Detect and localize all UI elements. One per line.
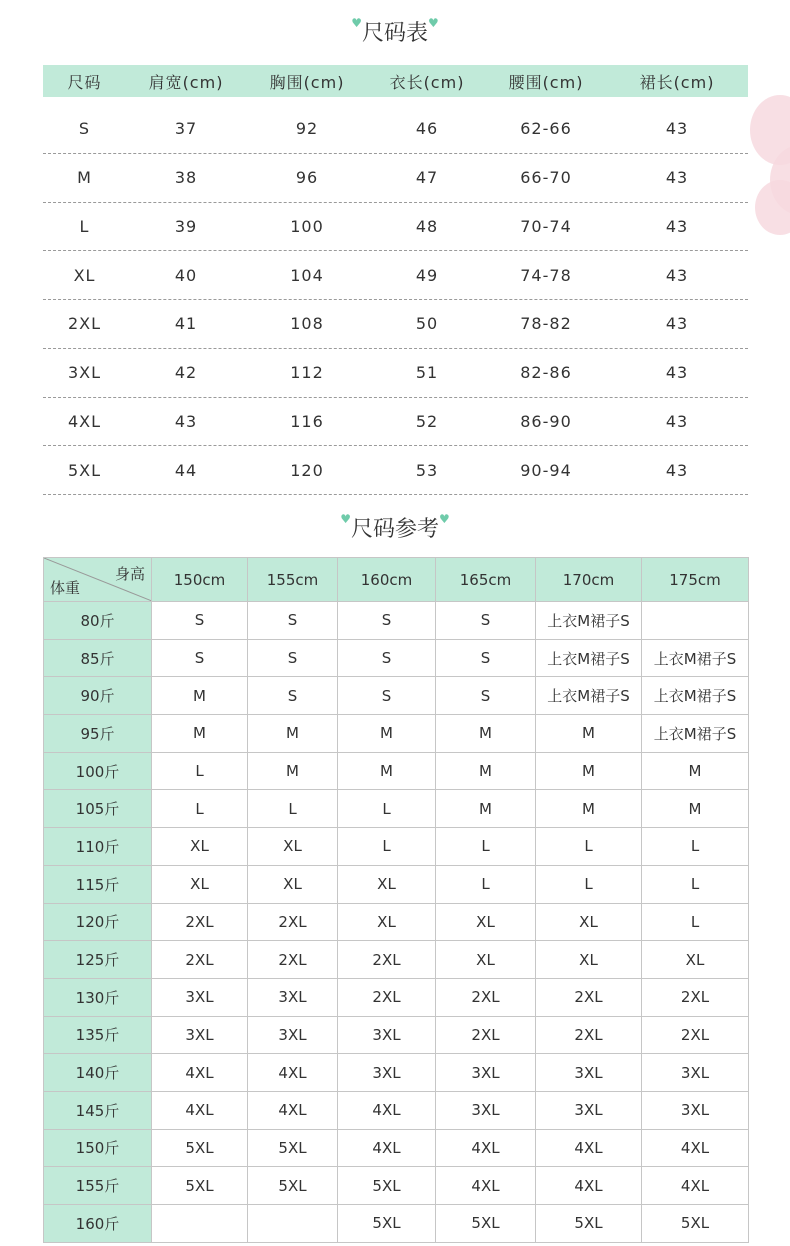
- size-measurement: 86-90: [520, 411, 572, 431]
- recommended-size-cell: 3XL: [536, 1054, 642, 1092]
- recommended-size-cell: L: [436, 865, 536, 903]
- recommended-size-cell: S: [248, 677, 338, 715]
- size-measurement: 70-74: [520, 216, 572, 236]
- size-measurement: 52: [415, 411, 439, 431]
- size-table-row: [43, 251, 748, 300]
- recommended-size-cell: 5XL: [248, 1167, 338, 1205]
- recommended-size-cell: 3XL: [152, 1016, 248, 1054]
- recommended-size-cell: XL: [436, 941, 536, 979]
- size-label: L: [79, 216, 90, 236]
- height-axis-label: 身高: [114, 565, 145, 583]
- size-measurement: 38: [174, 168, 198, 188]
- weight-row-header: 140斤: [44, 1054, 152, 1092]
- size-table-header: [43, 65, 748, 97]
- recommended-size-cell: 2XL: [436, 1016, 536, 1054]
- recommended-size-cell: 4XL: [248, 1054, 338, 1092]
- size-label: 5XL: [67, 460, 102, 480]
- size-measurement: 62-66: [520, 119, 572, 139]
- recommended-size-cell: L: [642, 865, 749, 903]
- size-measurement: 37: [174, 119, 198, 139]
- reference-table-row: [44, 1167, 749, 1205]
- size-label: M: [77, 168, 92, 188]
- recommended-size-cell: L: [642, 903, 749, 941]
- recommended-size-cell: 4XL: [642, 1129, 749, 1167]
- height-column-header: 175cm: [642, 558, 749, 602]
- size-measurement: 46: [415, 119, 439, 139]
- recommended-size-cell: 5XL: [338, 1205, 436, 1243]
- size-table-row: [43, 398, 748, 447]
- recommended-size-cell: M: [536, 715, 642, 753]
- reference-table-row: [44, 1205, 749, 1243]
- reference-table-row: [44, 715, 749, 753]
- size-measurement: 112: [290, 363, 324, 383]
- size-table-title: ♥尺码表♥: [351, 16, 439, 46]
- reference-table-row: [44, 639, 749, 677]
- height-column-header: 150cm: [152, 558, 248, 602]
- recommended-size-cell: [152, 1205, 248, 1243]
- weight-row-header: 130斤: [44, 978, 152, 1016]
- recommended-size-cell: S: [338, 602, 436, 640]
- recommended-size-cell: XL: [642, 941, 749, 979]
- weight-row-header: 145斤: [44, 1091, 152, 1129]
- weight-row-header: 100斤: [44, 752, 152, 790]
- size-measurement: 92: [295, 119, 319, 139]
- weight-row-header: 125斤: [44, 941, 152, 979]
- recommended-size-cell: L: [338, 828, 436, 866]
- size-table-row: [43, 300, 748, 349]
- size-measurement: 40: [174, 265, 198, 285]
- recommended-size-cell: 3XL: [248, 1016, 338, 1054]
- size-table-column-header: 尺码: [67, 72, 102, 92]
- recommended-size-cell: 2XL: [642, 1016, 749, 1054]
- recommended-size-cell: 上衣M裙子S: [536, 602, 642, 640]
- recommended-size-cell: XL: [536, 941, 642, 979]
- heart-icon: ♥: [428, 16, 439, 30]
- size-measurement: 74-78: [520, 265, 572, 285]
- size-table-row: [43, 203, 748, 252]
- recommended-size-cell: 4XL: [152, 1091, 248, 1129]
- recommended-size-cell: M: [642, 752, 749, 790]
- recommended-size-cell: 2XL: [642, 978, 749, 1016]
- recommended-size-cell: S: [248, 602, 338, 640]
- size-measurement: 44: [174, 460, 198, 480]
- recommended-size-cell: 5XL: [152, 1129, 248, 1167]
- size-measurement: 41: [174, 314, 198, 334]
- recommended-size-cell: 3XL: [152, 978, 248, 1016]
- weight-row-header: 85斤: [44, 639, 152, 677]
- recommended-size-cell: XL: [338, 903, 436, 941]
- size-measurement: 90-94: [520, 460, 572, 480]
- size-label: S: [78, 119, 91, 139]
- reference-table-row: [44, 752, 749, 790]
- reference-table-row: [44, 828, 749, 866]
- recommended-size-cell: 5XL: [152, 1167, 248, 1205]
- recommended-size-cell: 3XL: [642, 1091, 749, 1129]
- recommended-size-cell: S: [338, 677, 436, 715]
- reference-table-row: [44, 1016, 749, 1054]
- reference-table-row: [44, 941, 749, 979]
- size-measurement: 49: [415, 265, 439, 285]
- recommended-size-cell: 5XL: [536, 1205, 642, 1243]
- weight-row-header: 150斤: [44, 1129, 152, 1167]
- size-label: 4XL: [67, 411, 102, 431]
- size-measurement: 53: [415, 460, 439, 480]
- recommended-size-cell: S: [436, 602, 536, 640]
- recommended-size-cell: 2XL: [536, 1016, 642, 1054]
- recommended-size-cell: 3XL: [248, 978, 338, 1016]
- recommended-size-cell: 4XL: [642, 1167, 749, 1205]
- size-measurement: 66-70: [520, 168, 572, 188]
- size-table-row: [43, 105, 748, 154]
- size-measurement: 43: [665, 314, 689, 334]
- size-measurement: 43: [665, 168, 689, 188]
- recommended-size-cell: 2XL: [436, 978, 536, 1016]
- recommended-size-cell: 3XL: [536, 1091, 642, 1129]
- size-measurement: 43: [174, 411, 198, 431]
- size-measurement: 43: [665, 216, 689, 236]
- recommended-size-cell: 上衣M裙子S: [536, 677, 642, 715]
- size-measurement: 100: [290, 216, 324, 236]
- size-measurement: 82-86: [520, 363, 572, 383]
- reference-table-title: ♥尺码参考♥: [340, 512, 450, 542]
- recommended-size-cell: L: [536, 865, 642, 903]
- weight-row-header: 160斤: [44, 1205, 152, 1243]
- size-measurement: 47: [415, 168, 439, 188]
- weight-row-header: 90斤: [44, 677, 152, 715]
- size-table-row: [43, 446, 748, 495]
- height-column-header: 160cm: [338, 558, 436, 602]
- recommended-size-cell: S: [152, 639, 248, 677]
- size-table-column-header: 衣长(cm): [389, 72, 465, 92]
- recommended-size-cell: M: [152, 677, 248, 715]
- recommended-size-cell: 2XL: [152, 941, 248, 979]
- size-table-row: [43, 154, 748, 203]
- recommended-size-cell: XL: [152, 865, 248, 903]
- reference-table-row: [44, 1129, 749, 1167]
- recommended-size-cell: 3XL: [436, 1054, 536, 1092]
- size-table-column-header: 裙长(cm): [639, 72, 715, 92]
- recommended-size-cell: 上衣M裙子S: [642, 639, 749, 677]
- recommended-size-cell: XL: [536, 903, 642, 941]
- size-measurement: 116: [290, 411, 324, 431]
- recommended-size-cell: 4XL: [436, 1167, 536, 1205]
- weight-row-header: 135斤: [44, 1016, 152, 1054]
- reference-table-row: [44, 790, 749, 828]
- size-table-column-header: 腰围(cm): [508, 72, 584, 92]
- size-table-body: [43, 97, 748, 495]
- size-table: [43, 65, 748, 495]
- recommended-size-cell: M: [436, 752, 536, 790]
- size-measurement: 78-82: [520, 314, 572, 334]
- recommended-size-cell: L: [536, 828, 642, 866]
- size-measurement: 51: [415, 363, 439, 383]
- reference-table-row: [44, 1054, 749, 1092]
- recommended-size-cell: M: [338, 752, 436, 790]
- reference-table-row: [44, 677, 749, 715]
- heart-icon: ♥: [439, 512, 450, 526]
- size-measurement: 96: [295, 168, 319, 188]
- reference-table-row: [44, 1091, 749, 1129]
- recommended-size-cell: M: [248, 752, 338, 790]
- recommended-size-cell: 4XL: [338, 1091, 436, 1129]
- recommended-size-cell: 4XL: [248, 1091, 338, 1129]
- recommended-size-cell: 4XL: [338, 1129, 436, 1167]
- size-measurement: 50: [415, 314, 439, 334]
- recommended-size-cell: M: [536, 752, 642, 790]
- recommended-size-cell: [248, 1205, 338, 1243]
- size-measurement: 42: [174, 363, 198, 383]
- recommended-size-cell: 4XL: [536, 1167, 642, 1205]
- recommended-size-cell: 3XL: [642, 1054, 749, 1092]
- recommended-size-cell: M: [642, 790, 749, 828]
- size-measurement: 39: [174, 216, 198, 236]
- recommended-size-cell: S: [436, 677, 536, 715]
- recommended-size-cell: L: [248, 790, 338, 828]
- weight-axis-label: 体重: [50, 579, 81, 597]
- size-table-column-header: 胸围(cm): [269, 72, 345, 92]
- size-measurement: 43: [665, 363, 689, 383]
- size-table-column-header: 肩宽(cm): [148, 72, 224, 92]
- recommended-size-cell: 2XL: [338, 978, 436, 1016]
- recommended-size-cell: S: [436, 639, 536, 677]
- recommended-size-cell: 4XL: [436, 1129, 536, 1167]
- recommended-size-cell: 2XL: [248, 903, 338, 941]
- recommended-size-cell: XL: [436, 903, 536, 941]
- recommended-size-cell: L: [436, 828, 536, 866]
- weight-row-header: 80斤: [44, 602, 152, 640]
- recommended-size-cell: L: [642, 828, 749, 866]
- reference-table-row: [44, 865, 749, 903]
- reference-table-row: [44, 602, 749, 640]
- recommended-size-cell: L: [152, 790, 248, 828]
- weight-row-header: 105斤: [44, 790, 152, 828]
- size-measurement: 43: [665, 265, 689, 285]
- recommended-size-cell: L: [152, 752, 248, 790]
- recommended-size-cell: M: [436, 715, 536, 753]
- reference-table-row: [44, 903, 749, 941]
- recommended-size-cell: M: [152, 715, 248, 753]
- weight-row-header: 110斤: [44, 828, 152, 866]
- size-label: XL: [73, 265, 96, 285]
- weight-row-header: 120斤: [44, 903, 152, 941]
- weight-row-header: 95斤: [44, 715, 152, 753]
- reference-table-header: [44, 558, 749, 602]
- weight-row-header: 115斤: [44, 865, 152, 903]
- reference-table-row: [44, 978, 749, 1016]
- reference-table: [43, 557, 749, 1243]
- recommended-size-cell: M: [436, 790, 536, 828]
- heart-icon: ♥: [340, 512, 351, 526]
- recommended-size-cell: S: [248, 639, 338, 677]
- recommended-size-cell: 5XL: [248, 1129, 338, 1167]
- recommended-size-cell: XL: [248, 828, 338, 866]
- size-measurement: 120: [290, 460, 324, 480]
- recommended-size-cell: M: [338, 715, 436, 753]
- recommended-size-cell: S: [338, 639, 436, 677]
- recommended-size-cell: 5XL: [436, 1205, 536, 1243]
- recommended-size-cell: XL: [338, 865, 436, 903]
- recommended-size-cell: 2XL: [338, 941, 436, 979]
- heart-icon: ♥: [351, 16, 362, 30]
- recommended-size-cell: 3XL: [338, 1016, 436, 1054]
- recommended-size-cell: 5XL: [642, 1205, 749, 1243]
- recommended-size-cell: 2XL: [152, 903, 248, 941]
- recommended-size-cell: XL: [152, 828, 248, 866]
- recommended-size-cell: 上衣M裙子S: [642, 715, 749, 753]
- size-measurement: 43: [665, 460, 689, 480]
- recommended-size-cell: S: [152, 602, 248, 640]
- recommended-size-cell: 5XL: [338, 1167, 436, 1205]
- recommended-size-cell: 4XL: [152, 1054, 248, 1092]
- recommended-size-cell: XL: [248, 865, 338, 903]
- size-table-row: [43, 349, 748, 398]
- recommended-size-cell: 上衣M裙子S: [536, 639, 642, 677]
- size-measurement: 104: [290, 265, 324, 285]
- recommended-size-cell: L: [338, 790, 436, 828]
- recommended-size-cell: 2XL: [248, 941, 338, 979]
- recommended-size-cell: 4XL: [536, 1129, 642, 1167]
- height-column-header: 165cm: [436, 558, 536, 602]
- recommended-size-cell: [642, 602, 749, 640]
- recommended-size-cell: 2XL: [536, 978, 642, 1016]
- corner-cell: [44, 558, 152, 602]
- height-column-header: 155cm: [248, 558, 338, 602]
- recommended-size-cell: M: [536, 790, 642, 828]
- weight-row-header: 155斤: [44, 1167, 152, 1205]
- recommended-size-cell: 3XL: [338, 1054, 436, 1092]
- recommended-size-cell: 3XL: [436, 1091, 536, 1129]
- size-measurement: 43: [665, 119, 689, 139]
- height-column-header: 170cm: [536, 558, 642, 602]
- size-measurement: 48: [415, 216, 439, 236]
- size-measurement: 43: [665, 411, 689, 431]
- size-label: 3XL: [67, 363, 102, 383]
- size-measurement: 108: [290, 314, 324, 334]
- flower-decoration: [750, 95, 790, 245]
- size-label: 2XL: [67, 314, 102, 334]
- recommended-size-cell: M: [248, 715, 338, 753]
- recommended-size-cell: 上衣M裙子S: [642, 677, 749, 715]
